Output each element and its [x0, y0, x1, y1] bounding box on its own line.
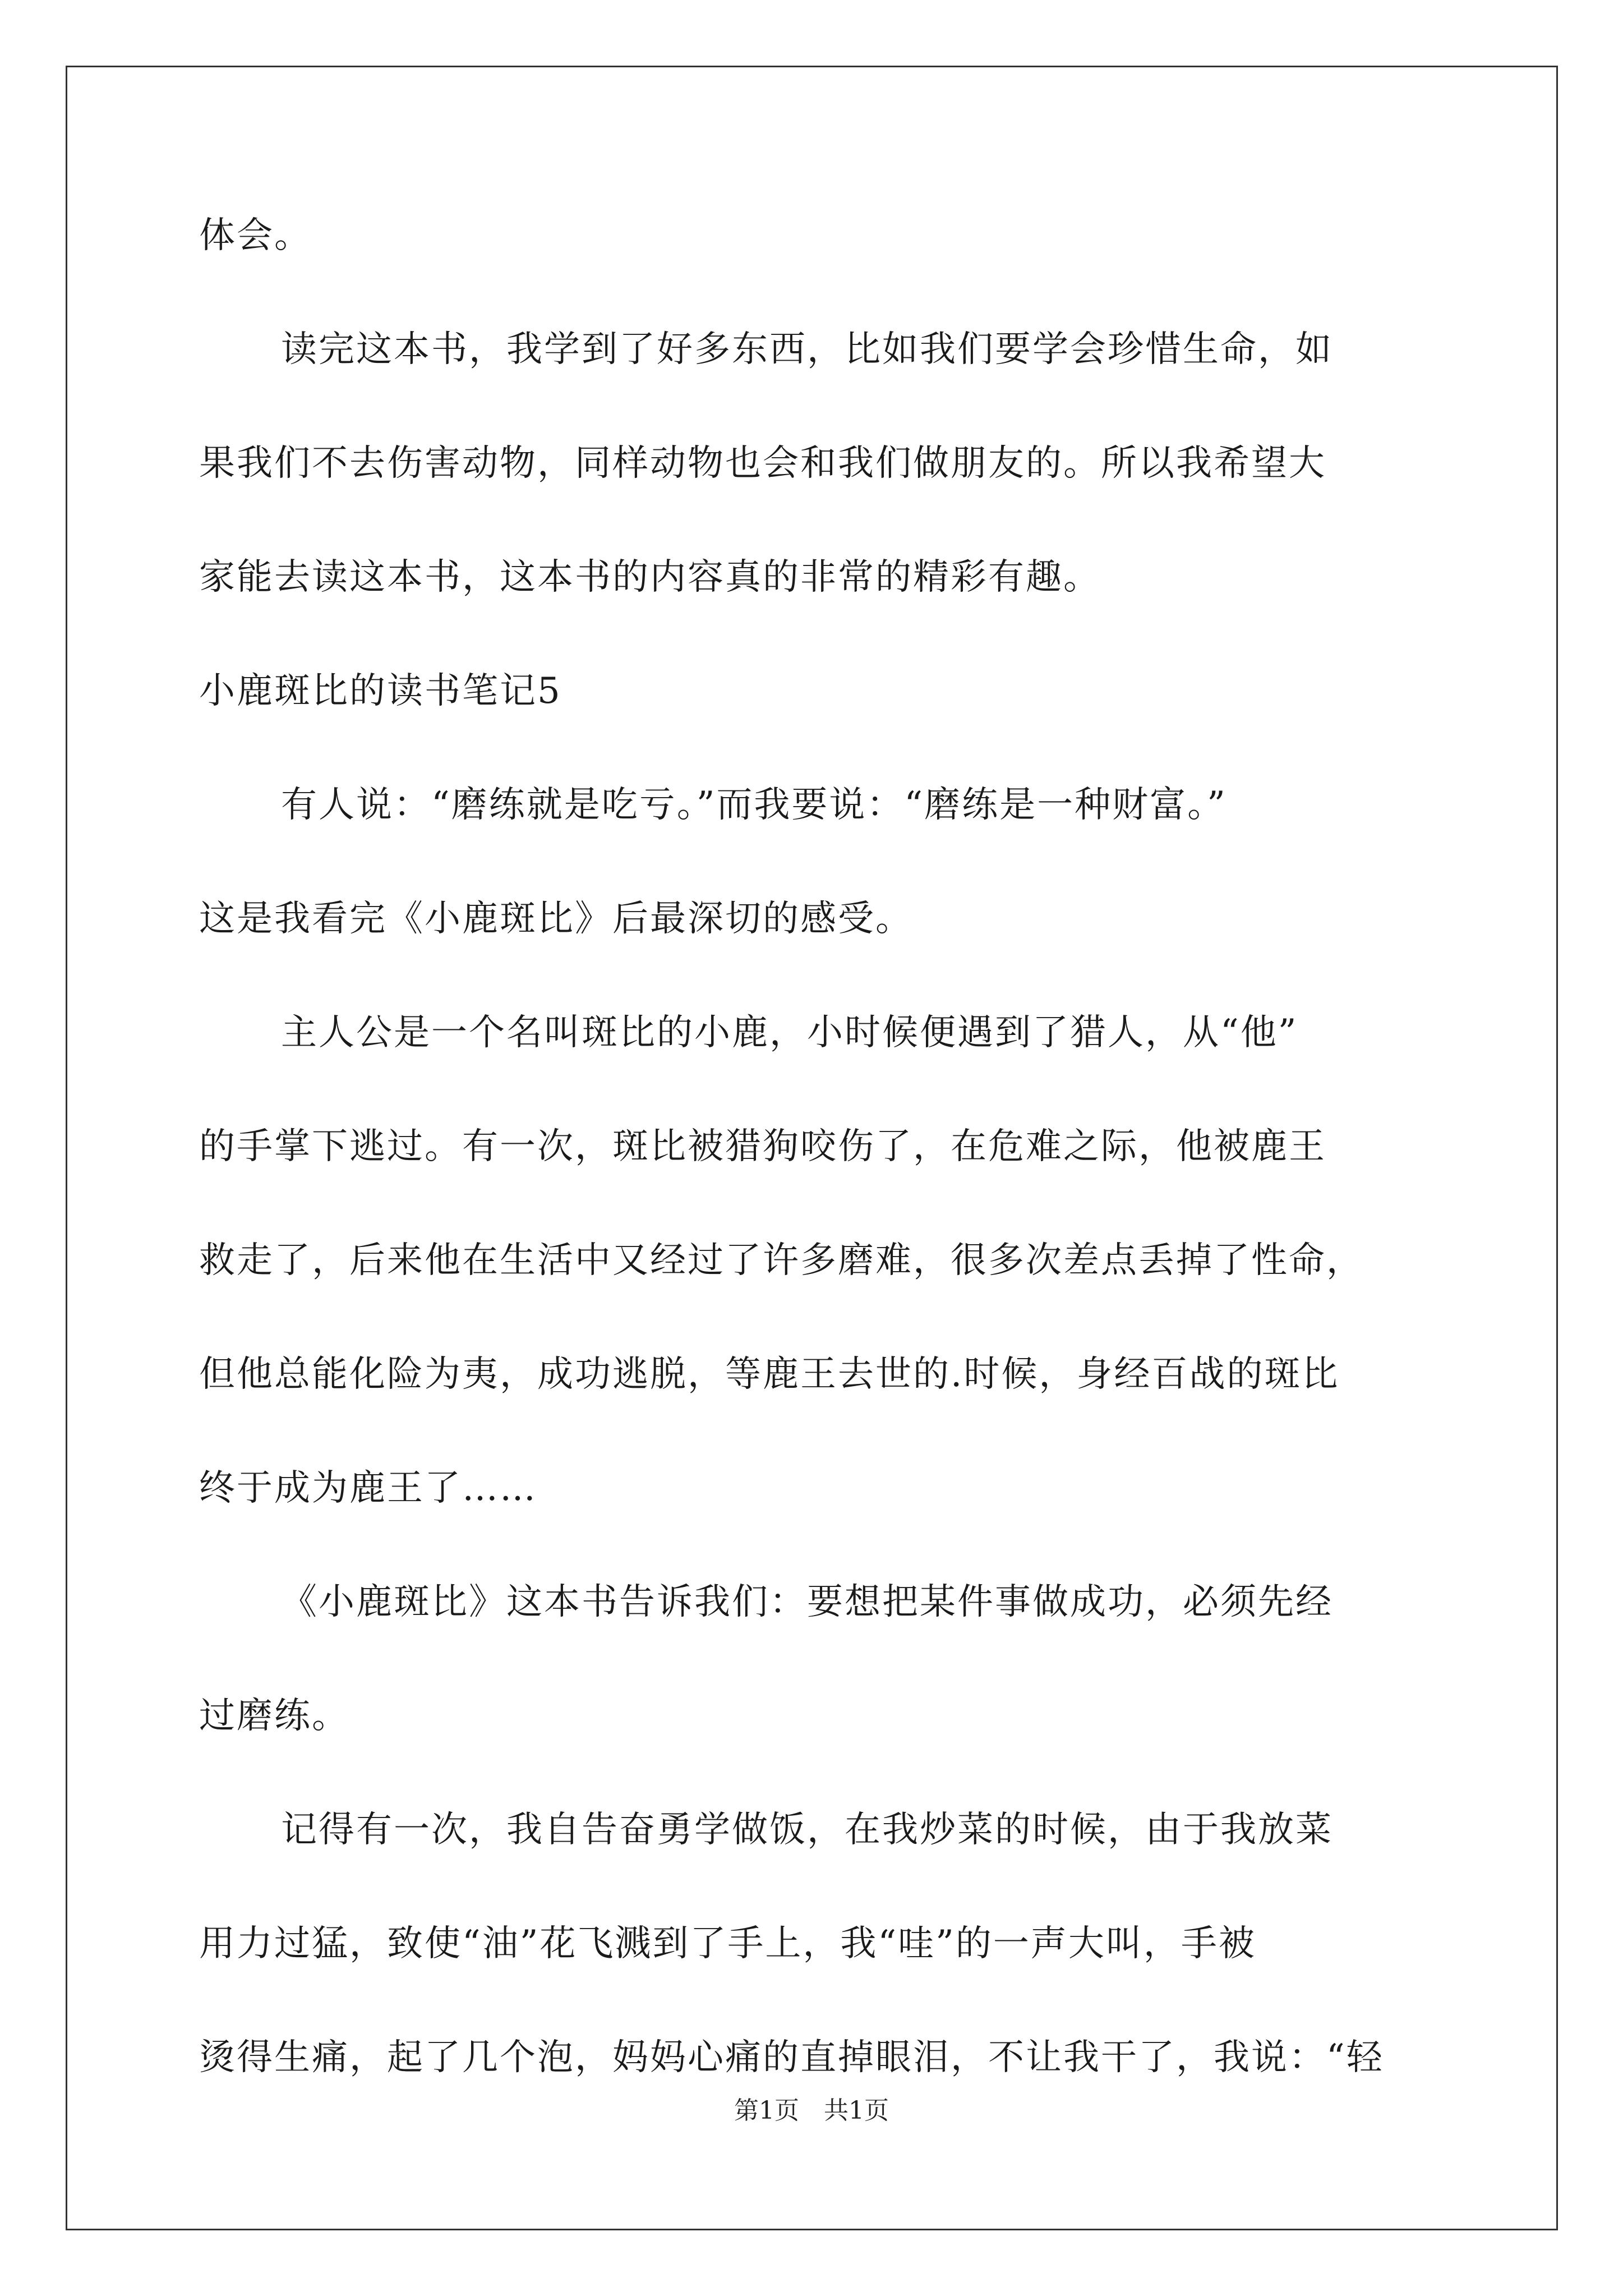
page-footer: 第1页 共1页 — [734, 2096, 889, 2125]
text-line: 终于成为鹿王了…… — [199, 1467, 537, 1509]
text-line: 用力过猛，致使“油”花飞溅到了手上，我“哇”的一声大叫，手被 — [199, 1923, 1256, 1964]
section-heading: 小鹿斑比的读书笔记5 — [199, 670, 562, 712]
text-line: 家能去读这本书，这本书的内容真的非常的精彩有趣。 — [199, 556, 1101, 598]
text-line: 的手掌下逃过。有一次，斑比被猎狗咬伤了，在危难之际，他被鹿王 — [199, 1126, 1326, 1167]
text-line: 但他总能化险为夷，成功逃脱，等鹿王去世的.时候，身经百战的斑比 — [199, 1354, 1340, 1395]
text-line: 主人公是一个名叫斑比的小鹿，小时候便遇到了猎人，从“他” — [281, 1012, 1298, 1053]
text-line: 有人说：“磨练就是吃亏。”而我要说：“磨练是一种财富。” — [281, 784, 1227, 826]
text-line: 果我们不去伤害动物，同样动物也会和我们做朋友的。所以我希望大 — [199, 443, 1326, 484]
text-line: 《小鹿斑比》这本书告诉我们：要想把某件事做成功，必须先经 — [281, 1581, 1333, 1623]
text-line: 记得有一次，我自告奋勇学做饭，在我炒菜的时候，由于我放菜 — [281, 1809, 1333, 1851]
text-line: 体会。 — [199, 215, 312, 256]
text-line: 这是我看完《小鹿斑比》后最深切的感受。 — [199, 898, 913, 940]
text-line: 烫得生痛，起了几个泡，妈妈心痛的直掉眼泪，不让我干了，我说：“轻 — [199, 2037, 1384, 2078]
text-line: 救走了，后来他在生活中又经过了许多磨难，很多次差点丢掉了性命， — [199, 1240, 1364, 1281]
text-line: 过磨练。 — [199, 1695, 349, 1737]
text-line: 读完这本书，我学到了好多东西，比如我们要学会珍惜生命，如 — [281, 329, 1333, 370]
